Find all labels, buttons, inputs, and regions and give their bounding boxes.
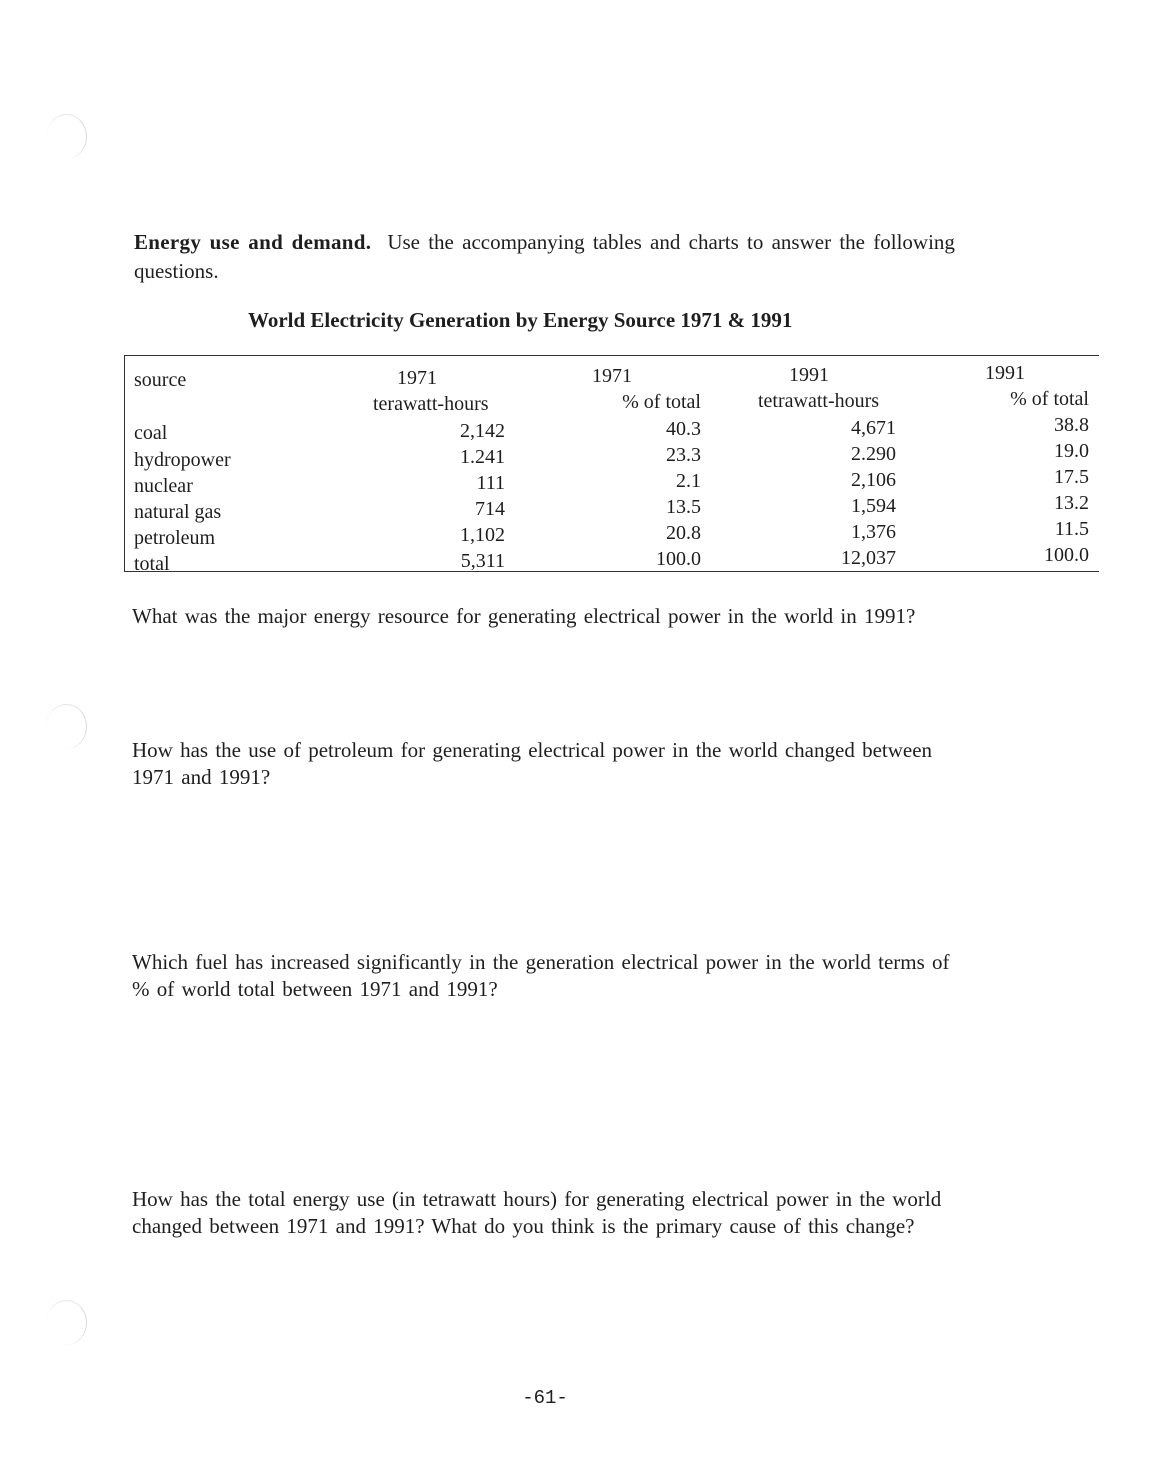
row-source: natural gas <box>134 501 222 523</box>
row-source: hydropower <box>134 449 231 471</box>
row-twh-1971: 2,142 <box>460 420 505 442</box>
table-title: World Electricity Generation by Energy Source 1971 & 1991 <box>248 308 793 332</box>
question-1: What was the major energy resource for generating electrical power in the world in 1991? <box>132 604 916 628</box>
row-twh-1991: 1,376 <box>851 521 896 543</box>
row-pct-1991: 100.0 <box>1044 544 1089 566</box>
row-twh-1971: 1.241 <box>460 446 505 468</box>
row-source: petroleum <box>134 527 216 549</box>
row-source: nuclear <box>134 475 193 497</box>
intro-lead: Energy use and demand. <box>134 230 372 254</box>
row-pct-1971: 40.3 <box>666 418 701 440</box>
row-twh-1971: 5,311 <box>460 550 505 572</box>
page-number: -61- <box>522 1387 568 1409</box>
question-2: How has the use of petroleum for generating electrical power in the world changed between 1971 and 1991? <box>132 738 933 789</box>
row-pct-1991: 11.5 <box>1054 518 1089 540</box>
row-pct-1971: 13.5 <box>666 496 701 518</box>
row-twh-1971: 1,102 <box>460 524 505 546</box>
header-c4-year: 1991 <box>985 362 1025 384</box>
row-pct-1991: 13.2 <box>1054 492 1089 514</box>
header-c4-unit: % of total <box>1010 388 1089 410</box>
header-c1-year: 1971 <box>397 367 437 389</box>
punch-hole-mark <box>46 114 87 159</box>
row-pct-1971: 2.1 <box>676 470 701 492</box>
row-twh-1971: 111 <box>476 472 505 494</box>
punch-hole-mark <box>46 704 87 749</box>
row-twh-1991: 12,037 <box>841 547 896 569</box>
header-c1-unit: terawatt-hours <box>373 393 489 415</box>
question-4: How has the total energy use (in tetrawatt hours) for generating electrical power in the world changed between 1971 and 1991? What do you think is the primary cause of this change? <box>132 1187 942 1238</box>
header-c3-unit: tetrawatt-hours <box>758 390 880 412</box>
intro-paragraph <box>134 228 964 286</box>
question-3: Which fuel has increased significantly in the generation electrical power in the world terms of % of world total between 1971 and 1991? <box>132 950 950 1001</box>
row-twh-1991: 2,106 <box>851 469 896 491</box>
row-twh-1991: 1,594 <box>851 495 896 517</box>
row-twh-1991: 4,671 <box>851 417 896 439</box>
row-source: total <box>134 553 170 575</box>
header-c2-year: 1971 <box>592 365 632 387</box>
row-pct-1971: 23.3 <box>666 444 701 466</box>
header-source: source <box>134 369 187 391</box>
row-twh-1991: 2.290 <box>851 443 896 465</box>
punch-hole-mark <box>46 1300 87 1345</box>
row-pct-1991: 19.0 <box>1054 440 1089 462</box>
row-pct-1971: 100.0 <box>656 548 701 570</box>
row-pct-1991: 38.8 <box>1054 414 1089 436</box>
row-twh-1971: 714 <box>475 498 505 520</box>
header-c2-unit: % of total <box>622 391 701 413</box>
row-source: coal <box>134 422 168 444</box>
header-c3-year: 1991 <box>789 364 829 386</box>
row-pct-1991: 17.5 <box>1054 466 1089 488</box>
intro-text: Use the accompanying tables and charts to answer the following questions. <box>134 230 955 283</box>
row-pct-1971: 20.8 <box>666 522 701 544</box>
